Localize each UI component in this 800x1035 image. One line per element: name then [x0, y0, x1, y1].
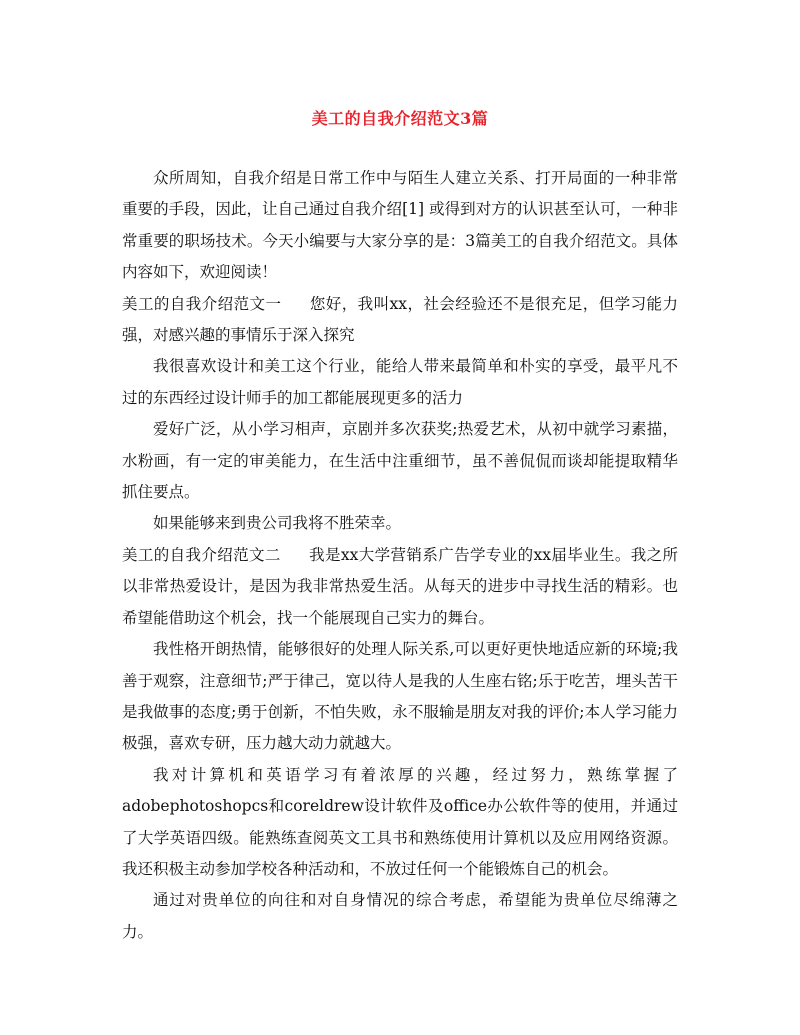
sample-two-heading: 美工的自我介绍范文二: [122, 545, 281, 564]
intro-paragraph: 众所周知，自我介绍是日常工作中与陌生人建立关系、打开局面的一种非常重要的手段，因此，让自己通过自我介绍[1] 或得到对方的认识甚至认可，一种非常重要的职场技术。今天小编要与大家分享的是：3篇美工的自我介绍范文。具体内容如下，欢迎阅读！: [122, 169, 678, 282]
sample-two-paragraph: 我对计算机和英语学习有着浓厚的兴趣，经过努力，熟练掌握了adobephotoshopcs和coreldrew设计软件及office办公软件等的使用，并通过了大学英语四级。能熟练查阅英文工具书和熟练使用计算机以及应用网络资源。我还积极主动参加学校各种活动和，不放过任何一个能锻炼自己的机会。: [122, 765, 678, 878]
document-body: [122, 163, 678, 948]
sample-one-block: [122, 289, 678, 352]
sample-one-paragraph: 我很喜欢设计和美工这个行业，能给人带来最简单和朴实的享受，最平凡不过的东西经过设计师手的加工都能展现更多的活力: [122, 357, 678, 407]
sample-one-lead: 您好，我叫xx，社会经验还不是很充足，但学习能力强，对感兴趣的事情乐于深入探究: [122, 294, 678, 345]
sample-two-paragraph: 通过对贵单位的向往和对自身情况的综合考虑，希望能为贵单位尽绵薄之力。: [122, 891, 678, 941]
page-title: 美工的自我介绍范文3篇: [311, 109, 489, 128]
sample-two-paragraph: 我性格开朗热情，能够很好的处理人际关系,可以更好更快地适应新的环境;我善于观察，注意细节;严于律己，宽以待人是我的人生座右铭;乐于吃苦，埋头苦干是我做事的态度;勇于创新，不怕失败，永不服输是朋友对我的评价;本人学习能力极强，喜欢专研，压力越大动力就越大。: [122, 640, 678, 753]
sample-one-paragraph: 如果能够来到贵公司我将不胜荣幸。: [153, 514, 402, 533]
sample-two-block: [122, 540, 678, 634]
sample-two-lead: 我是xx大学营销系广告学专业的xx届毕业生。我之所以非常热爱设计，是因为我非常热爱生活。从每天的进步中寻找生活的精彩。也希望能借助这个机会，找一个能展现自己实力的舞台。: [122, 545, 678, 627]
sample-one-paragraph: 爱好广泛，从小学习相声，京剧并多次获奖;热爱艺术，从初中就学习素描，水粉画，有一定的审美能力，在生活中注重细节，虽不善侃侃而谈却能提取精华抓住要点。: [122, 420, 678, 502]
sample-one-heading: 美工的自我介绍范文一: [122, 294, 282, 313]
